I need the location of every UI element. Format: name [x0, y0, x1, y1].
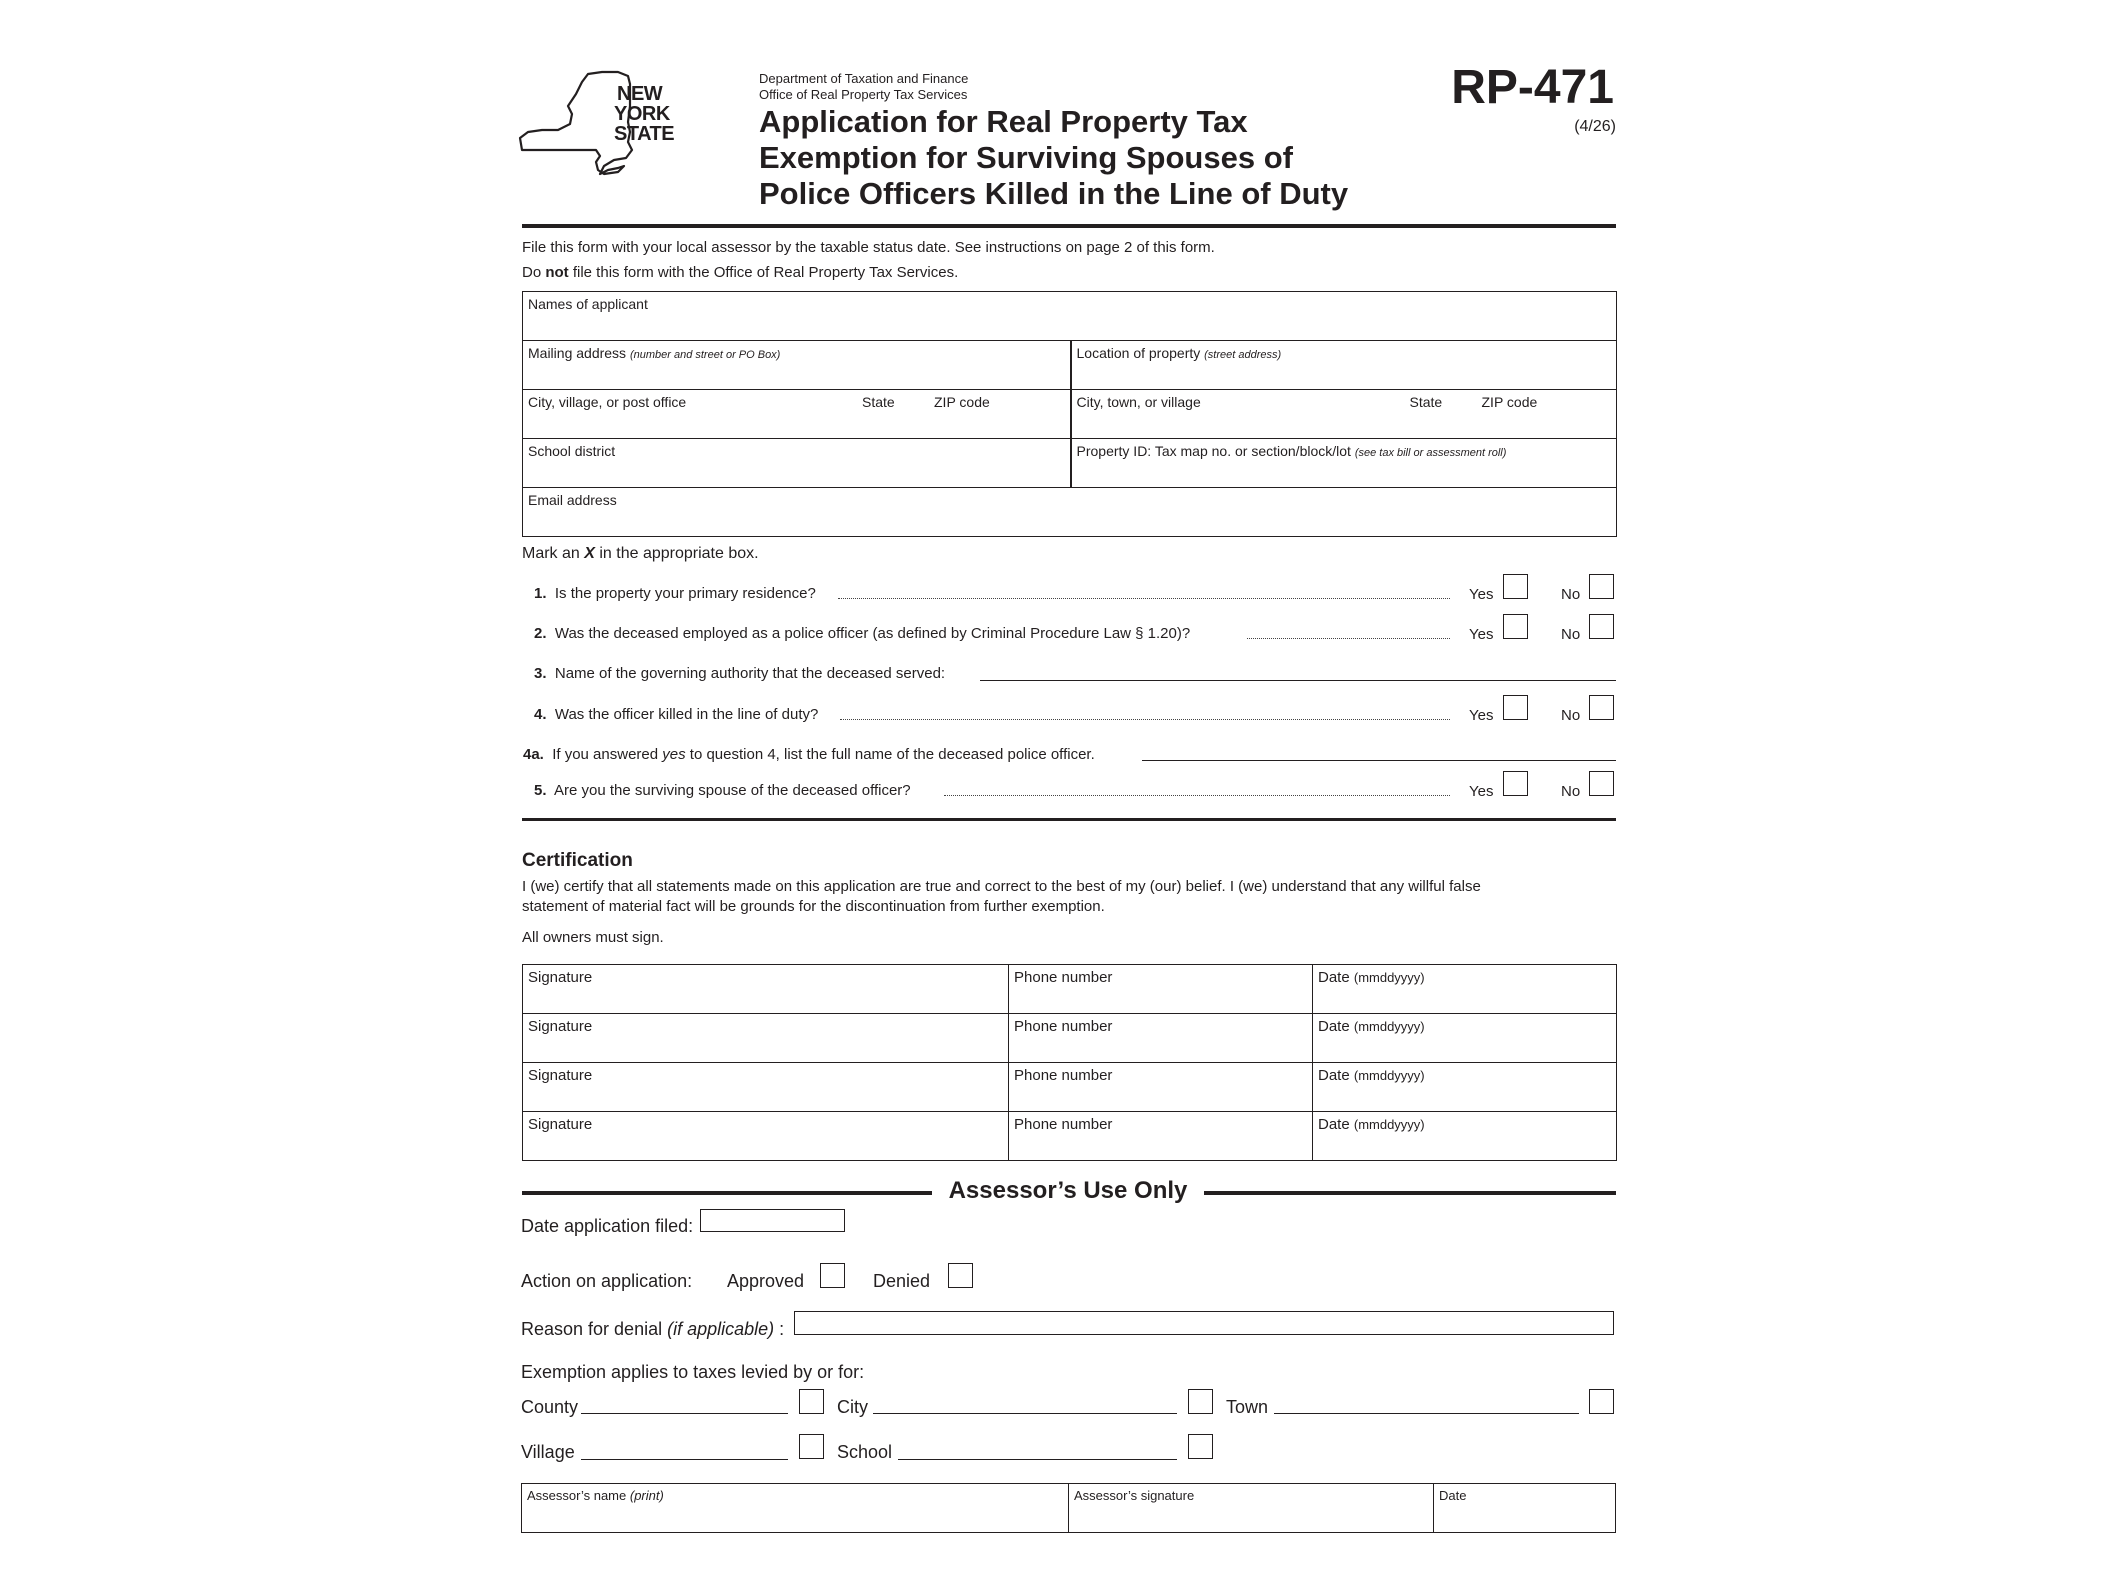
- location-of-property-label: Location of property: [1076, 345, 1201, 361]
- question-1-no-label: No: [1561, 586, 1581, 603]
- county-checkbox[interactable]: [799, 1389, 824, 1414]
- school-input[interactable]: [898, 1459, 1177, 1460]
- phone-label: Phone number: [1014, 969, 1113, 986]
- certification-text-2: statement of material fact will be grounds for the discontinuation from further exemption.: [522, 898, 1105, 915]
- mailing-zip-label: ZIP code: [934, 394, 990, 410]
- question-4a: [523, 746, 1095, 763]
- question-1: [534, 585, 816, 602]
- question-5: [534, 782, 911, 799]
- question-4a-number: 4a.: [523, 746, 544, 763]
- question-5-no-label: No: [1561, 783, 1581, 800]
- property-id-note: (see tax bill or assessment roll): [1354, 447, 1507, 459]
- mailing-address-note: (number and street or PO Box): [629, 349, 781, 361]
- signature-label: Signature: [528, 969, 593, 986]
- mark-instruction-x: X: [584, 545, 595, 562]
- question-4-number: 4.: [534, 706, 547, 723]
- question-4-yes-label: Yes: [1469, 707, 1494, 724]
- logo-word-new: NEW: [617, 83, 663, 105]
- reason-label-note: (if applicable): [667, 1319, 775, 1339]
- school-label: School: [837, 1442, 893, 1462]
- approved-checkbox[interactable]: [820, 1263, 845, 1288]
- phone-label: Phone number: [1014, 1116, 1113, 1133]
- school-checkbox[interactable]: [1188, 1434, 1213, 1459]
- question-5-yes-label: Yes: [1469, 783, 1494, 800]
- instruction-line-2: [522, 264, 958, 281]
- question-5-yes-checkbox[interactable]: [1503, 771, 1528, 796]
- property-city-label: City, town, or village: [1076, 394, 1201, 410]
- assessor-date-label: Date: [1439, 1488, 1467, 1503]
- assessor-heading: Assessor’s Use Only: [948, 1177, 1188, 1204]
- certification-heading: Certification: [522, 850, 633, 871]
- form-title: [759, 104, 1348, 212]
- action-label: Action on application:: [521, 1271, 693, 1291]
- village-checkbox[interactable]: [799, 1434, 824, 1459]
- applies-label: Exemption applies to taxes levied by or for:: [521, 1362, 865, 1382]
- county-label: County: [521, 1397, 579, 1417]
- names-of-applicant-field[interactable]: [523, 292, 1617, 341]
- assessor-name-note: (print): [629, 1488, 664, 1503]
- assessor-rule-left: [522, 1191, 932, 1195]
- mark-instruction-post: in the appropriate box.: [594, 545, 759, 562]
- question-4-no-checkbox[interactable]: [1589, 695, 1614, 720]
- date-format-note: (mmddyyyy): [1353, 1068, 1425, 1083]
- county-input[interactable]: [581, 1413, 788, 1414]
- question-3-text: Name of the governing authority that the deceased served:: [554, 665, 946, 682]
- signature-field-2[interactable]: [523, 1014, 1009, 1063]
- phone-field-2[interactable]: [1009, 1014, 1313, 1063]
- question-2-no-label: No: [1561, 626, 1581, 643]
- property-id-label: Property ID: Tax map no. or section/block/lot: [1076, 443, 1351, 459]
- date-field-3[interactable]: [1313, 1063, 1617, 1112]
- approved-label: Approved: [727, 1271, 805, 1291]
- question-3-number: 3.: [534, 665, 547, 682]
- office-name: Office of Real Property Tax Services: [759, 87, 968, 102]
- instruction-line-2-bold: not: [545, 264, 569, 281]
- question-1-number: 1.: [534, 585, 547, 602]
- question-1-text: Is the property your primary residence?: [554, 585, 816, 602]
- form-title-line-2: Exemption for Surviving Spouses of: [759, 140, 1293, 175]
- property-state-label: State: [1409, 394, 1443, 410]
- question-1-yes-checkbox[interactable]: [1503, 574, 1528, 599]
- date-field-1[interactable]: [1313, 965, 1617, 1014]
- assessor-name-field[interactable]: [522, 1484, 1069, 1533]
- assessor-rule-right: [1204, 1191, 1616, 1195]
- logo-word-state: STATE: [614, 123, 675, 145]
- date-filed-input[interactable]: [700, 1209, 845, 1232]
- signature-table: [522, 964, 1617, 1161]
- town-label: Town: [1226, 1397, 1269, 1417]
- logo-wordmark: [614, 84, 674, 144]
- signature-label: Signature: [528, 1116, 593, 1133]
- city-checkbox[interactable]: [1188, 1389, 1213, 1414]
- city-label: City: [837, 1397, 868, 1417]
- assessor-signature-table: [521, 1483, 1616, 1533]
- question-1-leader: [838, 598, 1450, 599]
- question-4-yes-checkbox[interactable]: [1503, 695, 1528, 720]
- village-input[interactable]: [581, 1459, 788, 1460]
- mailing-address-label: Mailing address: [528, 345, 627, 361]
- deceased-officer-name-input[interactable]: [1142, 760, 1616, 761]
- phone-field-3[interactable]: [1009, 1063, 1313, 1112]
- question-2-no-checkbox[interactable]: [1589, 614, 1614, 639]
- mark-instruction-pre: Mark an: [522, 545, 585, 562]
- applicant-table: [522, 291, 1617, 537]
- form-title-line-1: Application for Real Property Tax: [759, 104, 1248, 139]
- question-4a-yes: yes: [662, 746, 686, 763]
- mailing-city-label: City, village, or post office: [528, 394, 687, 410]
- question-5-no-checkbox[interactable]: [1589, 771, 1614, 796]
- assessor-signature-label: Assessor’s signature: [1074, 1488, 1195, 1503]
- email-address-field[interactable]: [523, 488, 1617, 537]
- form-title-line-3: Police Officers Killed in the Line of Duty: [759, 176, 1349, 211]
- date-field-4[interactable]: [1313, 1112, 1617, 1161]
- question-2-number: 2.: [534, 625, 547, 642]
- date-format-note: (mmddyyyy): [1353, 1019, 1425, 1034]
- reason-input[interactable]: [794, 1311, 1614, 1335]
- questions-rule: [522, 818, 1616, 821]
- mailing-address-field[interactable]: [523, 341, 1071, 390]
- date-label: Date: [1318, 1116, 1350, 1133]
- instruction-line-1: File this form with your local assessor by the taxable status date. See instructions on page 2 of this form.: [522, 239, 1215, 256]
- signature-label: Signature: [528, 1018, 593, 1035]
- question-4-no-label: No: [1561, 707, 1581, 724]
- date-label: Date: [1318, 969, 1350, 986]
- phone-field-1[interactable]: [1009, 965, 1313, 1014]
- phone-label: Phone number: [1014, 1018, 1113, 1035]
- email-address-label: Email address: [528, 492, 617, 508]
- location-of-property-note: (street address): [1204, 349, 1282, 361]
- city-input[interactable]: [873, 1413, 1177, 1414]
- certification-text-1: I (we) certify that all statements made on this application are true and correct to the best of my (our) belief. I (we) understand that any willful false: [522, 878, 1481, 895]
- date-format-note: (mmddyyyy): [1353, 1117, 1425, 1132]
- phone-field-4[interactable]: [1009, 1112, 1313, 1161]
- form-number: RP-471: [1451, 61, 1614, 114]
- date-filed-label: Date application filed:: [521, 1216, 694, 1236]
- question-5-text: Are you the surviving spouse of the deceased officer?: [554, 782, 911, 799]
- header-rule: [522, 224, 1616, 228]
- school-district-field[interactable]: [523, 439, 1071, 488]
- question-5-leader: [944, 795, 1450, 796]
- property-zip-label: ZIP code: [1481, 394, 1538, 410]
- signature-field-3[interactable]: [523, 1063, 1009, 1112]
- property-id-field[interactable]: [1071, 439, 1617, 488]
- signature-field-4[interactable]: [523, 1112, 1009, 1161]
- reason-label: [521, 1319, 784, 1340]
- mark-instruction: [522, 545, 759, 563]
- form-revision: (4/26): [1574, 118, 1616, 135]
- governing-authority-input[interactable]: [980, 680, 1616, 681]
- question-2-text: Was the deceased employed as a police officer (as defined by Criminal Procedure Law § 1.20)?: [554, 625, 1191, 642]
- town-input[interactable]: [1274, 1413, 1579, 1414]
- school-district-label: School district: [528, 443, 616, 459]
- town-checkbox[interactable]: [1589, 1389, 1614, 1414]
- phone-label: Phone number: [1014, 1067, 1113, 1084]
- denied-checkbox[interactable]: [948, 1263, 973, 1288]
- question-2-yes-checkbox[interactable]: [1503, 614, 1528, 639]
- instruction-line-2-post: file this form with the Office of Real Property Tax Services.: [568, 264, 959, 281]
- signature-field-1[interactable]: [523, 965, 1009, 1014]
- logo-word-york: YORK: [614, 103, 670, 125]
- names-of-applicant-label: Names of applicant: [528, 296, 648, 312]
- department-name: Department of Taxation and Finance: [759, 71, 969, 86]
- question-4a-post: to question 4, list the full name of the deceased police officer.: [685, 746, 1095, 763]
- nys-logo: [518, 70, 688, 176]
- signature-label: Signature: [528, 1067, 593, 1084]
- question-2-yes-label: Yes: [1469, 626, 1494, 643]
- question-4: [534, 706, 818, 723]
- village-label: Village: [521, 1442, 575, 1462]
- mailing-state-label: State: [862, 394, 895, 410]
- question-3: [534, 665, 945, 682]
- question-2: [534, 625, 1190, 642]
- date-label: Date: [1318, 1018, 1350, 1035]
- question-4-leader: [840, 719, 1450, 720]
- question-2-leader: [1247, 638, 1450, 639]
- assessor-date-field[interactable]: [1434, 1484, 1616, 1533]
- date-field-2[interactable]: [1313, 1014, 1617, 1063]
- instruction-line-2-pre: Do: [522, 264, 546, 281]
- reason-label-pre: Reason for denial: [521, 1319, 668, 1339]
- question-1-no-checkbox[interactable]: [1589, 574, 1614, 599]
- assessor-name-label: Assessor’s name: [527, 1488, 627, 1503]
- date-label: Date: [1318, 1067, 1350, 1084]
- date-format-note: (mmddyyyy): [1353, 970, 1425, 985]
- property-city-field[interactable]: [1071, 390, 1617, 439]
- reason-label-post: :: [774, 1319, 785, 1339]
- question-1-yes-label: Yes: [1469, 586, 1494, 603]
- question-4a-pre: If you answered: [552, 746, 663, 763]
- mailing-city-field[interactable]: [523, 390, 1071, 439]
- question-4-text: Was the officer killed in the line of duty?: [554, 706, 819, 723]
- location-of-property-field[interactable]: [1071, 341, 1617, 390]
- question-5-number: 5.: [534, 782, 547, 799]
- all-owners-note: All owners must sign.: [522, 929, 664, 946]
- assessor-signature-field[interactable]: [1069, 1484, 1434, 1533]
- denied-label: Denied: [873, 1271, 931, 1291]
